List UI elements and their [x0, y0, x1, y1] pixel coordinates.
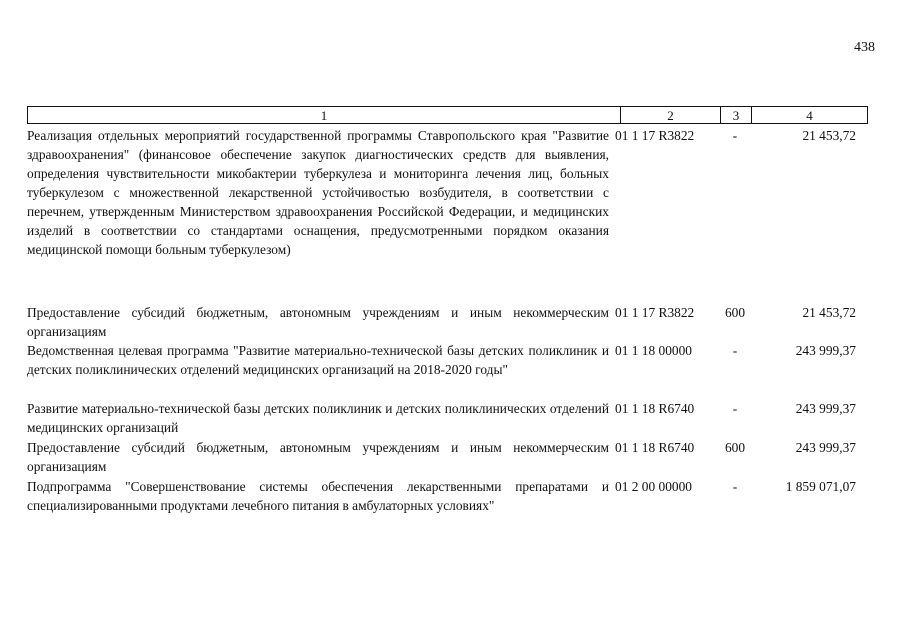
row-code: 01 1 17 R3822: [615, 305, 695, 320]
row-type: -: [732, 401, 738, 416]
header-col-4: 4: [751, 107, 867, 123]
table-row: [27, 438, 868, 476]
table-row: [27, 126, 868, 259]
table-row: [27, 341, 868, 379]
row-description: Предоставление субсидий бюджетным, автономным учреждениям и иным некоммерческим организациям: [27, 440, 609, 474]
page-number: 438: [854, 40, 875, 55]
row-amount: 243 999,37: [795, 343, 856, 358]
row-code: 01 1 17 R3822: [615, 128, 695, 143]
row-amount: 243 999,37: [795, 401, 856, 416]
table-row: [27, 477, 868, 515]
row-code: 01 1 18 00000: [615, 343, 692, 358]
row-description: Предоставление субсидий бюджетным, автономным учреждениям и иным некоммерческим организациям: [27, 305, 609, 339]
table-row: [27, 303, 868, 341]
table-row: [27, 399, 868, 437]
row-type: -: [732, 479, 738, 494]
row-description: Реализация отдельных мероприятий государственной программы Ставропольского края "Развитие здравоохранения" (финансовое обеспечение закупок диагностических средств для выявления, определения чувствительности микобактерии туберкулеза и мониторинга лечения лиц, больных туберкулезом с множественной лекарственной устойчивостью возбудителя, в соответствии с перечнем, утвержденным Министерством здравоохранения Российской Федерации, и медицинских изделий в соответствии со стандартами оснащения, предусмотренными порядком оказания медицинской помощи больным туберкулезом): [27, 128, 609, 257]
row-amount: 243 999,37: [795, 440, 856, 455]
row-type: -: [732, 343, 738, 358]
row-description: Подпрограмма "Совершенствование системы обеспечения лекарственными препаратами и специализированными продуктами лечебного питания в амбулаторных условиях": [27, 479, 609, 513]
row-code: 01 2 00 00000: [615, 479, 692, 494]
row-amount: 1 859 071,07: [785, 479, 856, 494]
row-amount: 21 453,72: [802, 128, 856, 143]
row-type: -: [732, 128, 738, 143]
row-amount: 21 453,72: [802, 305, 856, 320]
row-type: 600: [724, 440, 746, 455]
header-col-3: 3: [720, 107, 751, 123]
row-description: Развитие материально-технической базы детских поликлиник и детских поликлинических отделений медицинских организаций: [27, 401, 609, 435]
row-type: 600: [724, 305, 746, 320]
row-description: Ведомственная целевая программа "Развитие материально-технической базы детских поликлиник и детских поликлинических отделений медицинских организаций на 2018-2020 годы": [27, 343, 609, 377]
row-code: 01 1 18 R6740: [615, 401, 695, 416]
header-col-2: 2: [620, 107, 720, 123]
row-code: 01 1 18 R6740: [615, 440, 695, 455]
header-col-1: 1: [320, 107, 328, 123]
table-header: [27, 106, 868, 124]
